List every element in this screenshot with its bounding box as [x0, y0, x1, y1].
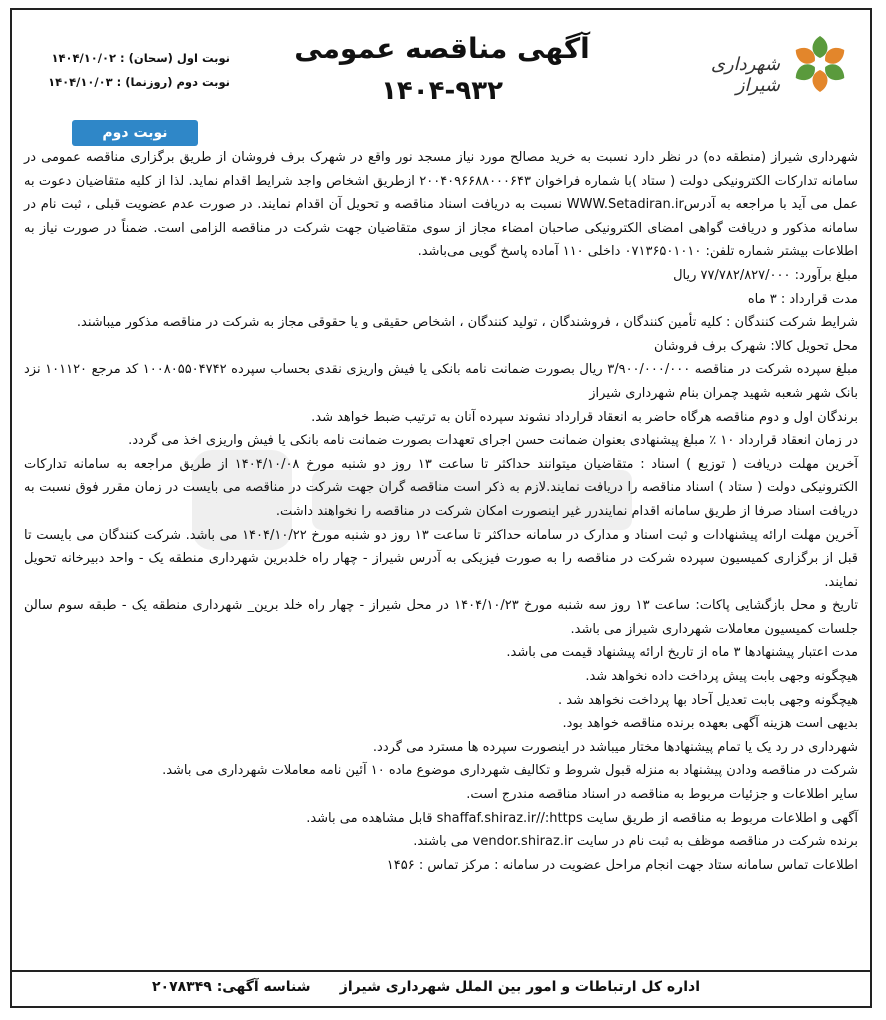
footer — [12, 970, 870, 1006]
rejection-right: شهرداری در رد یک یا تمام پیشنهادها مختار میباشد در اینصورت سپرده ها مسترد می گردد. — [372, 739, 858, 755]
notice-frame — [10, 8, 872, 1008]
opening-date: تاریخ و محل بازگشایی پاکات: ساعت ۱۳ روز سه شنبه مورخ ۱۴۰۴/۱۰/۲۳ در محل شیراز - چهار راه خلد برین_ شهرداری منطقه یک - طبقه سوم سالن جلسات کمیسیون معاملات شهرداری شیراز می باشد. — [24, 598, 858, 637]
delivery-location: محل تحویل کالا: شهرک برف فروشان — [653, 338, 858, 354]
other-info: سایر اطلاعات و جزئیات مربوط به مناقصه در اسناد مناقصه مندرج است. — [466, 787, 858, 803]
participant-conditions: شرایط شرکت کنندگان : کلیه تأمین کنندگان ، فروشندگان ، تولید کنندگان ، اشخاص حقیقی و یا حقوقی مجاز به شرکت در مناقصه مذکور میباشند. — [76, 315, 858, 331]
shiraz-municipality-logo-icon — [788, 32, 852, 96]
no-prepayment: هیچگونه وجهی بابت پیش پرداخت داده نخواهد شد. — [585, 669, 858, 685]
deposit-amount: مبلغ سپرده شرکت در مناقصه ۳/۹۰۰/۰۰۰/۰۰۰ ریال بصورت ضمانت نامه بانکی یا فیش واریزی نقدی بحساب سپرده ۱۰۰۸۰۵۵۰۴۷۴۲ کد مرجع ۱۰۱۱۲۰ نزد بانک شهر شعبه شهید چمران بنام شهرداری شیراز — [24, 362, 859, 401]
contract-duration: مدت قرارداد : ۳ ماه — [747, 291, 858, 307]
logo-text: شهرداری شیراز — [710, 54, 780, 96]
submission-deadline: آخرین مهلت ارائه پیشنهادات و ثبت اسناد و مدارک در سامانه حداکثر تا ساعت ۱۳ روز دو شنبه مورخ ۱۴۰۴/۱۰/۲۲ می باشد. شرکت کنندگان می بایست تا قبل از برگزاری کمیسیون سپرده شرکت در مناقصه را به صورت فیزیکی به آدرس شیراز - چهار راه خلدبرین شهرداری منطقه یک - واحد دبیرخانه تحویل نمایند. — [24, 527, 858, 590]
round-second: نوبت دوم (روزنما) : ۱۴۰۴/۱۰/۰۳ — [48, 75, 230, 89]
notice-number: ۱۴۰۴-۹۳۲ — [381, 76, 503, 106]
notice-body — [24, 146, 858, 877]
acceptance-terms: شرکت در مناقصه ودادن پیشنهاد به منزله قبول شروط و تکالیف شهرداری موضوع ماده ۱۰ آئین نامه معاملات شهرداری می باشد. — [162, 763, 858, 779]
transparency-site: آگهی و اطلاعات مربوط به مناقصه از طریق سایت shaffaf.shiraz.ir//:https قابل مشاهده می باشد. — [306, 810, 858, 826]
issuing-office: اداره کل ارتباطات و امور بین الملل شهرداری شیراز — [339, 979, 700, 995]
no-price-adjustment: هیچگونه وجهی بابت تعدیل آحاد بها پرداخت نخواهد شد . — [558, 692, 858, 708]
ad-cost: بدیهی است هزینه آگهی بعهده برنده مناقصه خواهد بود. — [562, 716, 858, 732]
header — [12, 10, 870, 120]
round-first: نوبت اول (سحان) : ۱۴۰۴/۱۰/۰۲ — [51, 51, 230, 65]
notice-title: آگهی مناقصه عمومی — [294, 32, 590, 65]
ad-id: شناسه آگهی: ۲۰۷۸۳۴۹ — [152, 979, 311, 995]
deposit-forfeit: برندگان اول و دوم مناقصه هرگاه حاضر به انعقاد قرارداد نشوند سپرده آنان به ترتیب ضبط خواهد شد. — [311, 409, 858, 425]
performance-guarantee: در زمان انعقاد قرارداد ۱۰ ٪ مبلغ پیشنهادی بعنوان ضمانت حسن اجرای تعهدات بصورت ضمانت نامه بانکی یا فیش واریزی اخذ می گردد. — [128, 433, 858, 449]
publication-rounds — [30, 46, 230, 94]
offer-validity: مدت اعتبار پیشنهادها ۳ ماه از تاریخ ارائه پیشنهاد قیمت می باشد. — [506, 645, 858, 661]
round-badge: نوبت دوم — [72, 120, 198, 146]
vendor-registration: برنده شرکت در مناقصه موظف به ثبت نام در سایت vendor.shiraz.ir می باشند. — [413, 834, 858, 850]
estimate-amount: مبلغ برآورد: ۷۷/۷۸۲/۸۲۷/۰۰۰ ریال — [673, 267, 858, 283]
logo — [662, 32, 852, 96]
document-deadline: آخرین مهلت دریافت ( توزیع ) اسناد : متقاضیان میتوانند حداکثر تا ساعت ۱۳ روز دو شنبه مورخ ۱۴۰۴/۱۰/۰۸ از طریق مراجعه به سامانه تدارکات الکترونیکی دولت ( ستاد ) اسناد مناقصه را دریافت نمایند.لازم به ذکر است مناقصه گران جهت شرکت در مناقصه می بایست در زمان مقرر فوق نسبت به دریافت اسناد صرفا از طریق سامانه اقدام نمایندرر غیر اینصورت امکان شرکت در مناقصه را نخواهند داشت. — [24, 456, 858, 519]
intro-paragraph: شهرداری شیراز (منطقه ده) در نظر دارد نسبت به خرید مصالح مورد نیاز مسجد نور واقع در شهرک برف فروشان از طریق برگزاری مناقصه عمومی در سامانه تدارکات الکترونیکی دولت ( ستاد )با شماره فراخوان ۲۰۰۴۰۹۶۶۸۸۰۰۰۶۴۳ ازطریق اشخاص واجد شرایط اقدام نماید. لذا از کلیه متقاضیان دعوت به عمل می آید با مراجعه به آدرسWWW.Setadiran.ir نسبت به دریافت اسناد مناقصه و تحویل آن اقدام نمایند. در صورت عدم عضویت قبلی ، ثبت نام در سامانه مذکور و دریافت گواهی امضای الکترونیکی صاحبان امضاء مجاز از سوی متقاضیان جهت شرکت در مناقصه الزامی است. ضمناً در صورت نیاز به اطلاعات بیشتر شماره تلفن: ۰۷۱۳۶۵۰۱۰۱۰ داخلی ۱۱۰ آماده پاسخ گویی می‌باشد. — [24, 150, 859, 260]
contact-info: اطلاعات تماس سامانه ستاد جهت انجام مراحل عضویت در سامانه : مرکز تماس : ۱۴۵۶ — [386, 857, 858, 873]
